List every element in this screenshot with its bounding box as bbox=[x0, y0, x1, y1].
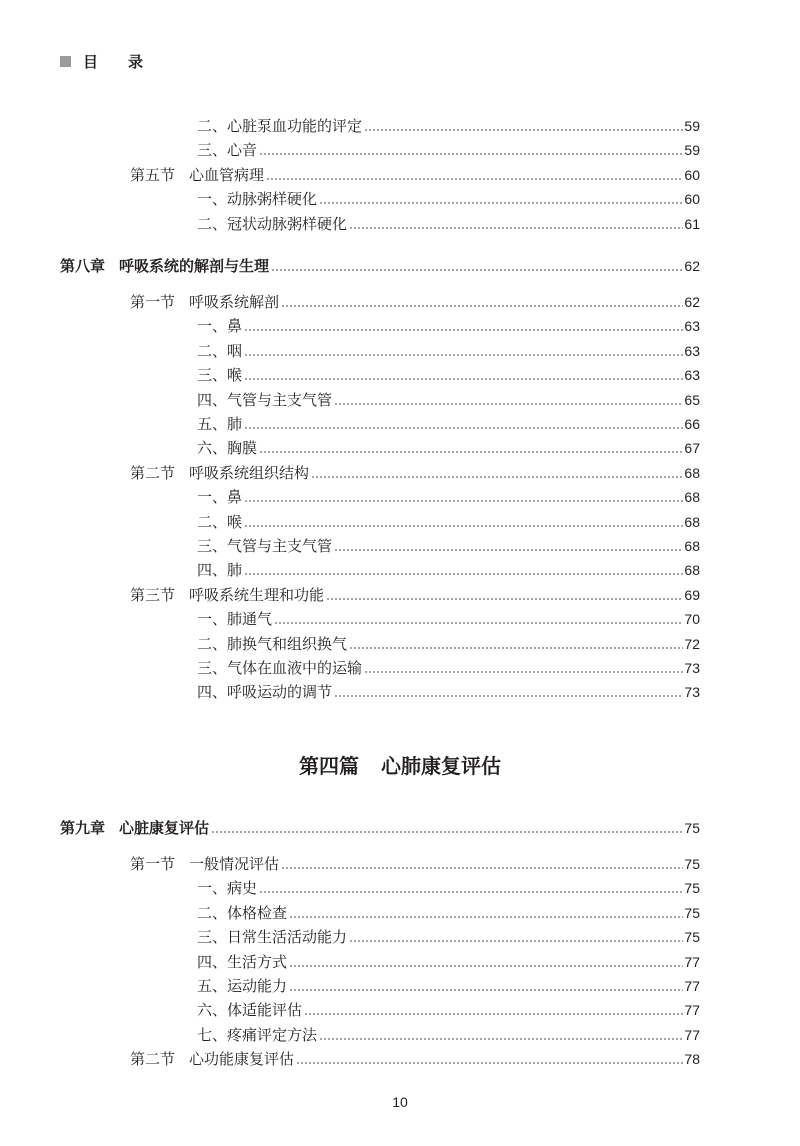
dot-leader bbox=[244, 378, 683, 380]
dot-leader bbox=[334, 403, 683, 405]
toc-entry-label bbox=[197, 609, 272, 629]
toc-entry-label bbox=[130, 1049, 294, 1069]
toc-entry-page: 68 bbox=[684, 464, 700, 481]
dot-leader bbox=[289, 989, 683, 991]
toc-entry-label bbox=[197, 214, 347, 234]
toc-entry-page: 72 bbox=[684, 635, 700, 652]
toc-entry-title: 呼吸系统生理和功能 bbox=[189, 585, 325, 604]
toc-entry-number: 第九章 bbox=[60, 819, 106, 837]
toc-entry-item bbox=[197, 678, 700, 702]
toc-entry-title: 四、生活方式 bbox=[197, 952, 288, 971]
toc-entry-label bbox=[197, 487, 242, 507]
toc-entry-label bbox=[60, 818, 209, 838]
toc-entry-title: 二、喉 bbox=[197, 512, 243, 531]
toc-entry-title: 心血管病理 bbox=[189, 165, 265, 184]
toc-entry-label bbox=[197, 365, 242, 385]
toc-entry-page: 69 bbox=[684, 586, 700, 603]
toc-entry-page: 59 bbox=[684, 142, 700, 159]
toc-entry-item bbox=[197, 210, 700, 234]
toc-entry-page: 75 bbox=[684, 929, 700, 946]
toc-entry-item bbox=[197, 532, 700, 556]
toc-entry-page: 73 bbox=[684, 660, 700, 676]
toc-entry-section bbox=[130, 850, 700, 874]
toc-entry-page: 75 bbox=[684, 904, 700, 921]
toc-entry-title: 五、运动能力 bbox=[197, 977, 288, 995]
toc-entry-label bbox=[197, 414, 242, 434]
dot-leader bbox=[326, 598, 683, 600]
toc-entry-page: 68 bbox=[684, 489, 700, 506]
toc-entry-label bbox=[197, 390, 332, 410]
toc-entry-label bbox=[197, 189, 317, 209]
toc-entry-title: 二、体格检查 bbox=[197, 903, 288, 922]
toc-entry-title: 一、鼻 bbox=[197, 317, 243, 336]
toc-entry-number: 第五节 bbox=[130, 165, 176, 184]
dot-leader bbox=[211, 831, 683, 833]
toc-entry-page: 68 bbox=[684, 513, 700, 530]
toc-entry-label bbox=[130, 165, 264, 185]
toc-entry-section bbox=[130, 288, 700, 312]
toc-entry-page: 75 bbox=[684, 820, 700, 836]
part-title bbox=[0, 750, 800, 779]
toc-entry-label bbox=[130, 854, 279, 874]
toc-entry-item bbox=[197, 434, 700, 458]
dot-leader bbox=[319, 1038, 683, 1040]
part-name: 心肺康复评估 bbox=[381, 754, 501, 778]
toc-entry-title: 三、日常生活活动能力 bbox=[197, 928, 348, 947]
toc-entry-title: 三、心音 bbox=[197, 141, 258, 160]
part-number: 第四篇 bbox=[299, 754, 359, 778]
dot-leader bbox=[334, 695, 683, 697]
header-title: 目录 bbox=[83, 52, 174, 71]
toc-entry-page: 68 bbox=[684, 562, 700, 579]
dot-leader bbox=[266, 178, 683, 180]
dot-leader bbox=[349, 647, 683, 649]
toc-entry-title: 二、咽 bbox=[197, 341, 243, 360]
toc-entry-label bbox=[197, 1000, 302, 1020]
toc-entry-page: 61 bbox=[684, 215, 700, 232]
toc-entry-title: 二、心脏泵血功能的评定 bbox=[197, 117, 363, 135]
dot-leader bbox=[289, 965, 683, 967]
toc-entry-item bbox=[197, 136, 700, 160]
toc-entry-section bbox=[130, 161, 700, 185]
toc-entry-label bbox=[197, 927, 347, 947]
page-number: 10 bbox=[392, 1094, 408, 1110]
toc-entry-title: 四、肺 bbox=[197, 561, 243, 580]
toc-entry-item bbox=[197, 948, 700, 972]
toc-entry-label bbox=[197, 952, 287, 972]
toc-entry-title: 一、肺通气 bbox=[197, 610, 273, 629]
toc-entry-page: 77 bbox=[684, 1026, 700, 1043]
toc-entry-label bbox=[130, 585, 324, 605]
dot-leader bbox=[304, 1013, 683, 1015]
toc-entry-number: 第三节 bbox=[130, 585, 176, 604]
toc-entry-page: 77 bbox=[684, 1002, 700, 1019]
toc-entry-page: 68 bbox=[684, 538, 700, 554]
toc-entry-title: 四、气管与主支气管 bbox=[197, 390, 333, 409]
toc-entry-item bbox=[197, 996, 700, 1020]
toc-entry-section bbox=[130, 459, 700, 483]
dot-leader bbox=[364, 129, 683, 131]
dot-leader bbox=[274, 622, 683, 624]
toc-entry-page: 67 bbox=[684, 440, 700, 457]
toc-entry-number: 第一节 bbox=[130, 293, 176, 311]
toc-entry-item bbox=[197, 386, 700, 410]
toc-entry-page: 78 bbox=[684, 1051, 700, 1068]
dot-leader bbox=[289, 916, 683, 918]
toc-entry-item bbox=[197, 361, 700, 385]
toc-entry-item bbox=[197, 899, 700, 923]
toc-entry-title: 四、呼吸运动的调节 bbox=[197, 683, 333, 702]
toc-entry-label bbox=[197, 560, 242, 580]
toc-entry-label bbox=[197, 976, 287, 996]
toc-entry-item bbox=[197, 972, 700, 996]
toc-entry-title: 心功能康复评估 bbox=[189, 1050, 295, 1069]
toc-entry-label bbox=[197, 512, 242, 532]
toc-entry-page: 63 bbox=[684, 318, 700, 335]
toc-entry-page: 75 bbox=[684, 856, 700, 872]
toc-entry-label bbox=[197, 116, 362, 136]
toc-entry-item bbox=[197, 630, 700, 654]
toc-entry-page: 60 bbox=[684, 191, 700, 208]
toc-entry-item bbox=[197, 312, 700, 336]
toc-entry-page: 75 bbox=[684, 880, 700, 897]
dot-leader bbox=[334, 549, 683, 551]
dot-leader bbox=[244, 354, 683, 356]
toc-entry-label bbox=[130, 292, 279, 312]
toc-entry-label bbox=[197, 536, 332, 556]
dot-leader bbox=[244, 573, 683, 575]
toc-entry-title: 六、胸膜 bbox=[197, 439, 258, 458]
toc-entry-label bbox=[197, 140, 257, 160]
toc-entry-label bbox=[130, 463, 309, 483]
toc-entry-item bbox=[197, 654, 700, 678]
toc-entry-title: 二、冠状动脉粥样硬化 bbox=[197, 214, 348, 233]
dot-leader bbox=[259, 153, 683, 155]
dot-leader bbox=[244, 329, 683, 331]
toc-entry-page: 65 bbox=[684, 391, 700, 408]
toc-entry-title: 呼吸系统组织结构 bbox=[189, 463, 310, 482]
toc-entry-title: 三、气体在血液中的运输 bbox=[197, 659, 363, 677]
toc-entry-item bbox=[197, 1021, 700, 1045]
toc-entry-page: 77 bbox=[684, 978, 700, 994]
toc-entry-number: 第一节 bbox=[130, 855, 176, 873]
toc-entry-title: 六、体适能评估 bbox=[197, 1001, 303, 1020]
toc-entry-section bbox=[130, 1045, 700, 1069]
toc-entry-page: 59 bbox=[684, 118, 700, 134]
toc-entry-item bbox=[197, 874, 700, 898]
toc-entry-item bbox=[197, 556, 700, 580]
toc-entry-chapter bbox=[60, 252, 700, 276]
toc-entry-item bbox=[197, 410, 700, 434]
toc-entry-label bbox=[197, 1025, 317, 1045]
toc-entry-title: 三、喉 bbox=[197, 366, 243, 385]
toc-entry-label bbox=[197, 438, 257, 458]
toc-entry-title: 七、疼痛评定方法 bbox=[197, 1025, 318, 1044]
toc-entry-section bbox=[130, 581, 700, 605]
toc-entry-item bbox=[197, 185, 700, 209]
toc-entry-number: 第八章 bbox=[60, 257, 106, 275]
toc-entry-label bbox=[60, 256, 269, 276]
toc-entry-label bbox=[197, 634, 347, 654]
toc-entry-label bbox=[197, 682, 332, 702]
dot-leader bbox=[364, 671, 683, 673]
toc-entry-page: 77 bbox=[684, 953, 700, 970]
toc-entry-page: 73 bbox=[684, 684, 700, 701]
dot-leader bbox=[319, 202, 683, 204]
dot-leader bbox=[244, 427, 683, 429]
toc-entry-item bbox=[197, 337, 700, 361]
toc-entry-label bbox=[197, 878, 257, 898]
toc-entry-page: 62 bbox=[684, 258, 700, 274]
toc-entry-item bbox=[197, 112, 700, 136]
dot-leader bbox=[259, 891, 683, 893]
toc-entry-title: 二、肺换气和组织换气 bbox=[197, 634, 348, 653]
dot-leader bbox=[349, 940, 683, 942]
toc-entry-item bbox=[197, 483, 700, 507]
dot-leader bbox=[311, 476, 683, 478]
dot-leader bbox=[259, 451, 683, 453]
toc-entry-title: 一般情况评估 bbox=[189, 855, 280, 873]
toc-entry-page: 70 bbox=[684, 611, 700, 628]
toc-entry-title: 心脏康复评估 bbox=[119, 819, 210, 837]
toc-entry-title: 一、病史 bbox=[197, 879, 258, 898]
toc-entry-item bbox=[197, 923, 700, 947]
toc-entry-page: 63 bbox=[684, 367, 700, 384]
toc-entry-item bbox=[197, 605, 700, 629]
dot-leader bbox=[349, 227, 683, 229]
toc-entry-title: 一、动脉粥样硬化 bbox=[197, 190, 318, 209]
dot-leader bbox=[281, 305, 683, 307]
dot-leader bbox=[296, 1062, 683, 1064]
dot-leader bbox=[281, 867, 683, 869]
toc-entry-item bbox=[197, 508, 700, 532]
toc-entry-label bbox=[197, 903, 287, 923]
dot-leader bbox=[244, 525, 683, 527]
dot-leader bbox=[244, 500, 683, 502]
toc-entry-title: 五、肺 bbox=[197, 415, 243, 433]
toc-entry-label bbox=[197, 658, 362, 678]
toc-entry-title: 三、气管与主支气管 bbox=[197, 537, 333, 555]
toc-entry-label bbox=[197, 316, 242, 336]
toc-entry-number: 第二节 bbox=[130, 463, 176, 482]
toc-entry-page: 60 bbox=[684, 166, 700, 183]
toc-entry-title: 呼吸系统的解剖与生理 bbox=[119, 257, 270, 275]
toc-entry-number: 第二节 bbox=[130, 1050, 176, 1069]
toc-entry-page: 62 bbox=[684, 294, 700, 310]
toc-entry-chapter bbox=[60, 814, 700, 838]
toc-entry-page: 66 bbox=[684, 416, 700, 432]
toc-entry-title: 一、鼻 bbox=[197, 488, 243, 507]
toc-entry-title: 呼吸系统解剖 bbox=[189, 293, 280, 311]
toc-entry-page: 63 bbox=[684, 342, 700, 359]
dot-leader bbox=[271, 269, 683, 271]
toc-entry-label bbox=[197, 341, 242, 361]
